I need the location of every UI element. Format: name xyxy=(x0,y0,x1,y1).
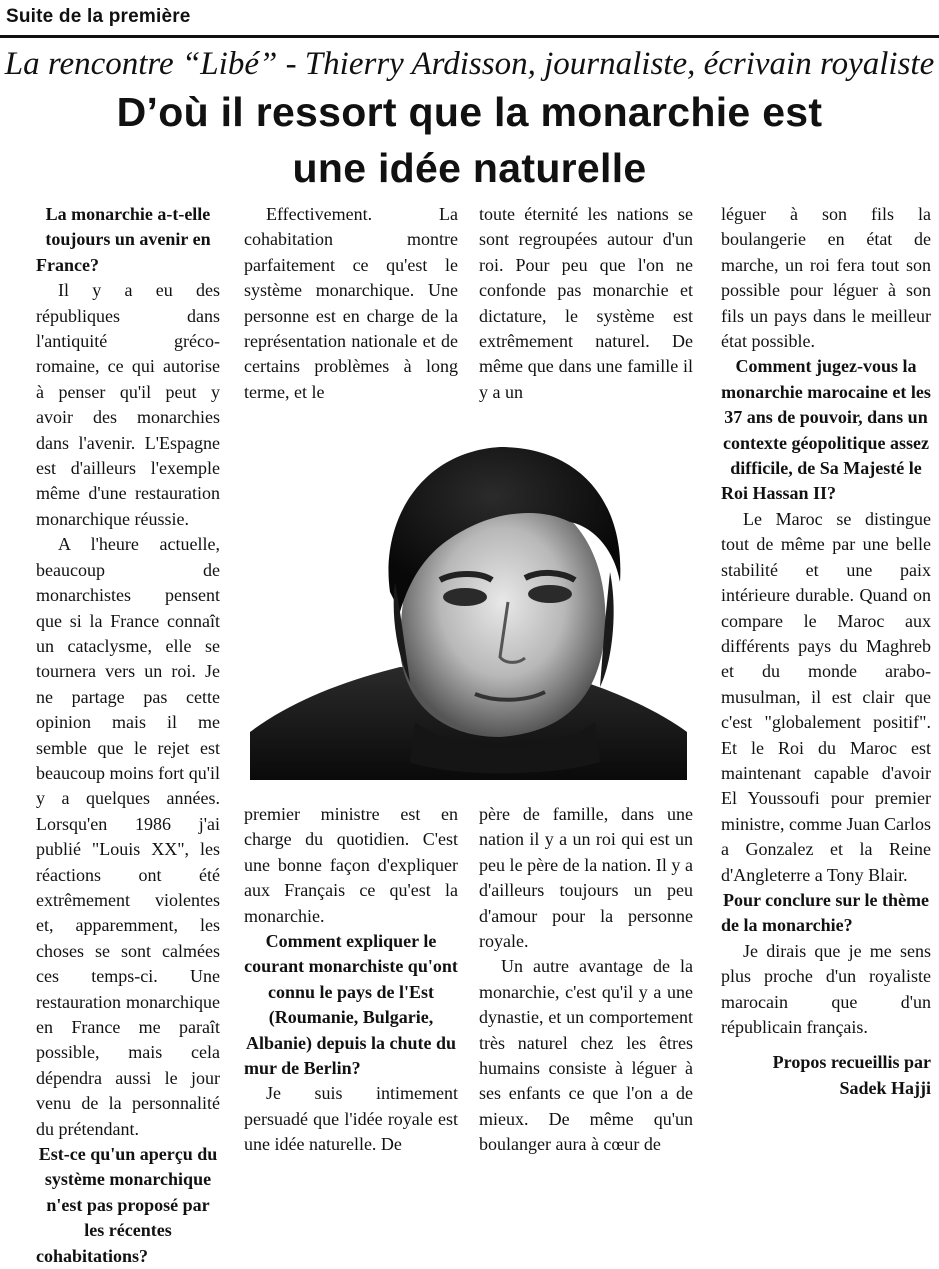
question-5: Pour conclure sur le thème de la monarchie? xyxy=(721,889,929,936)
byline xyxy=(721,1050,931,1101)
answer-1-paragraph-1: Il y a eu des républiques dans l'antiquité gréco-romaine, ce qui autorise à penser qu'il peut y avoir des monarchies dans l'avenir. L'Espagne est d'ailleurs l'exemple même d'une restauration monarchique réussie. xyxy=(36,280,220,529)
byline-author: Sadek Hajji xyxy=(839,1077,931,1098)
question-2: Est-ce qu'un aperçu du système monarchique n'est pas proposé par les récentes cohabitations? xyxy=(36,1144,218,1266)
question-4: Comment jugez-vous la monarchie marocaine et les 37 ans de pouvoir, dans un contexte géopolitique assez difficile, de Sa Majesté le Roi Hassan II? xyxy=(721,356,931,504)
answer-1-paragraph-2: A l'heure actuelle, beaucoup de monarchistes pensent que si la France connaît un cataclysme, elle se tournera vers un roi. Je ne partage pas cette opinion mais il me semble que le rejet est beaucoup moins fort qu'il y a quelques années. Lorsqu'en 1986 j'ai publié "Louis XX", les réactions ont été extrêmement violentes et, apparemment, les choses se sont calmées ces temps-ci. Une restauration monarchique en France me paraît possible, mais cela dépendra aussi le jour venu de la personnalité du prétendant. xyxy=(36,534,220,1139)
answer-5: Je dirais que je me sens plus proche d'un royaliste marocain que d'un républicain français. xyxy=(721,940,931,1037)
article-kicker: La rencontre “Libé” - Thierry Ardisson, journaliste, écrivain royaliste xyxy=(4,46,935,82)
question-3: Comment expliquer le courant monarchiste qu'ont connu le pays de l'Est (Roumanie, Bulgarie, Albanie) depuis la chute du mur de Berlin? xyxy=(244,931,458,1079)
answer-3-conclusion: léguer à son fils la boulangerie en état de marche, un roi fera tout son possible pour léguer à son fils un pays dans le meilleur état possible. xyxy=(721,204,931,352)
answer-3-paragraph-2: Un autre avantage de la monarchie, c'est qu'il y a une dynastie, et un comportement très naturel chez les êtres humains consiste à léguer à ses enfants ce que l'on a de mieux. De même qu'un boulanger aura à cœur de xyxy=(479,956,693,1155)
answer-4: Le Maroc se distingue tout de même par une belle stabilité et une paix intérieure durable. Quand on compare le Maroc aux différents pays du Maghreb et du monde arabo-musulman, il est clair que c'est "globalement positif". Et le Roi du Maroc est maintenant capable d'avoir El Youssoufi pour premier ministre, comme Juan Carlos a Gonzalez et la Reine d'Angleterre a Tony Blair. xyxy=(721,508,931,885)
portrait-photo xyxy=(250,432,687,780)
answer-2-end: premier ministre est en charge du quotidien. C'est une bonne façon d'expliquer aux Français ce qu'est la monarchie. xyxy=(244,804,458,926)
header-rule xyxy=(0,35,939,38)
headline-line-2: une idée naturelle xyxy=(292,145,647,191)
answer-3-end: père de famille, dans une nation il y a un roi qui est un peu le père de la nation. Il y a d'ailleurs toujours un peu d'amour pour la personne royale. xyxy=(479,804,693,952)
headline-line-1: D’où il ressort que la monarchie est xyxy=(116,89,823,135)
column-3-bottom xyxy=(479,802,693,1158)
column-1 xyxy=(36,202,220,1269)
answer-2-start: Effectivement. La cohabitation montre parfaitement ce qu'est le système monarchique. Une personne est en charge de la représentation nationale et de certains problèmes à long terme, et le xyxy=(244,204,458,402)
article-headline xyxy=(0,84,939,196)
section-rubric: Suite de la première xyxy=(6,6,191,27)
column-2-top xyxy=(244,202,458,405)
answer-3-middle: toute éternité les nations se sont regroupées autour d'un roi. Pour peu que l'on ne confonde pas monarchie et dictature, le système est extrêmement naturel. De même que dans une famille il y a un xyxy=(479,204,693,402)
column-3-top xyxy=(479,202,693,405)
question-1: La monarchie a-t-elle toujours un avenir en France? xyxy=(36,204,211,275)
portrait-icon xyxy=(250,432,687,780)
column-2-bottom xyxy=(244,802,458,1158)
byline-intro: Propos recueillis par xyxy=(772,1052,931,1073)
column-4 xyxy=(721,202,931,1101)
answer-3-start: Je suis intimement persuadé que l'idée royale est une idée naturelle. De xyxy=(244,1083,458,1155)
